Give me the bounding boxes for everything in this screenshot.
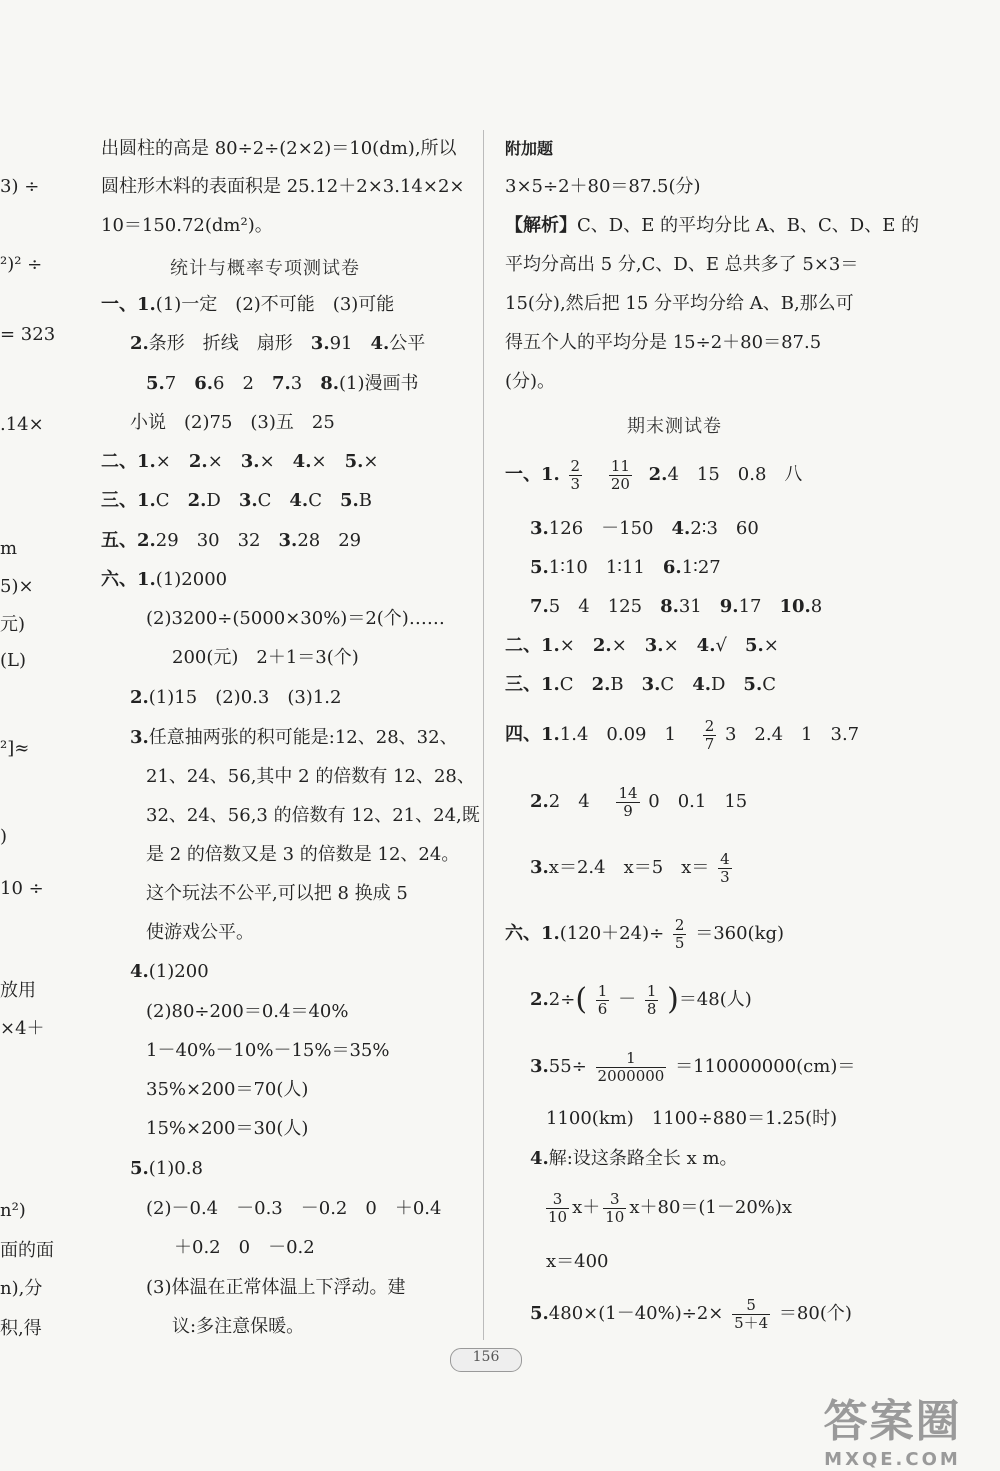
fraction: $\frac{4}{3}$ xyxy=(720,849,730,886)
fraction: $\frac{14}{9}$ xyxy=(618,783,638,820)
q-text: 1∶10 1∶11 xyxy=(548,557,663,578)
q-text: (1)2000 xyxy=(155,569,228,590)
fragment: 放用 xyxy=(0,980,36,1001)
answer-line xyxy=(101,490,372,512)
q-num: 9. xyxy=(719,596,739,617)
q-num: 4. xyxy=(530,1148,549,1169)
q-num: 五、2. xyxy=(101,530,156,551)
q-text: B xyxy=(610,674,642,695)
q-text: × xyxy=(611,635,645,656)
q-text: C xyxy=(257,490,290,511)
q-text: － xyxy=(618,989,637,1010)
q-num: 4. xyxy=(696,635,716,656)
fragment: = 323 xyxy=(0,324,56,345)
q-num: 2. xyxy=(591,674,611,695)
equation-line xyxy=(546,1186,792,1230)
answer-line xyxy=(505,635,779,657)
q-num: 8. xyxy=(320,373,339,394)
fraction: $\frac{1}{8}$ xyxy=(646,981,657,1018)
fraction: $\frac{2}{7}$ xyxy=(704,716,715,753)
q-text: (1)漫画书 xyxy=(339,373,419,394)
q-num: 5. xyxy=(530,1303,549,1324)
answer-line xyxy=(530,518,759,540)
q-text: 2∶3 60 xyxy=(690,518,759,539)
q-text: 31 xyxy=(678,596,720,617)
q-num: 2. xyxy=(648,464,668,485)
watermark-logo xyxy=(790,1385,995,1470)
fragment: ²)² ÷ xyxy=(0,254,43,275)
fraction: $\frac{5}{5+4}$ xyxy=(734,1295,769,1332)
q-text: (1)一定 (2)不可能 (3)可能 xyxy=(155,294,395,315)
watermark-url: MXQE.COM xyxy=(824,1449,961,1470)
fragment: ×4＋ xyxy=(0,1018,45,1039)
answer-line xyxy=(530,1148,738,1170)
q-num: 六、1. xyxy=(101,569,156,590)
answer-line xyxy=(101,294,394,316)
q-num: 四、1. xyxy=(505,724,560,745)
answer-line xyxy=(101,569,227,591)
text-line: 议:多注意保暖。 xyxy=(172,1316,305,1337)
q-text: 4 15 0.8 八 xyxy=(667,464,803,485)
q-text: D xyxy=(206,490,239,511)
q-num: 2. xyxy=(187,490,207,511)
q-num: 3. xyxy=(530,857,549,878)
q-text: 3 xyxy=(290,373,321,394)
q-text: 条形 折线 扇形 xyxy=(148,333,311,354)
text-line: x＝400 xyxy=(546,1251,609,1272)
q-num: 3. xyxy=(530,1056,549,1077)
text-line: 1100(km) 1100÷880＝1.25(时) xyxy=(546,1108,838,1129)
q-text: 公平 xyxy=(389,333,426,354)
q-text: 5 4 125 xyxy=(548,596,661,617)
fraction: $\frac{2}{5}$ xyxy=(674,915,685,952)
q-num: 3. xyxy=(278,530,298,551)
q-num: 4. xyxy=(289,490,309,511)
q-text: × xyxy=(311,451,345,472)
answer-line xyxy=(505,912,784,956)
supplement-heading: 附加题 xyxy=(505,139,554,158)
q-num: 六、1. xyxy=(505,923,560,944)
answer-line xyxy=(130,1158,203,1180)
fragment: 5)× xyxy=(0,576,34,597)
text-line: 35%×200＝70(人) xyxy=(146,1079,309,1100)
fraction: $\frac{3}{10}$ xyxy=(605,1189,625,1226)
q-num: 5. xyxy=(743,674,763,695)
column-divider xyxy=(483,130,484,1340)
q-num: 6. xyxy=(194,373,214,394)
answer-line xyxy=(130,727,458,749)
q-num: 5. xyxy=(744,635,764,656)
q-text: (1)15 (2)0.3 (3)1.2 xyxy=(148,687,342,708)
fragment: (L) xyxy=(0,650,26,671)
text-line: 21、24、56,其中 2 的倍数有 12、28、 xyxy=(146,766,475,787)
answer-line xyxy=(530,557,721,579)
q-num: 6. xyxy=(662,557,682,578)
q-text: × xyxy=(363,451,379,472)
q-num: 10. xyxy=(779,596,811,617)
fraction: $\frac{1}{2000000}$ xyxy=(597,1048,665,1085)
fragment: 3) ÷ xyxy=(0,176,40,197)
fragment: n),分 xyxy=(0,1278,43,1299)
q-text: ＝110000000(cm)＝ xyxy=(675,1056,856,1077)
q-text: 29 30 32 xyxy=(155,530,279,551)
text-line: 10＝150.72(dm²)。 xyxy=(101,215,273,236)
q-text: (120＋24)÷ xyxy=(559,923,665,944)
q-text: 解:设这条路全长 x m。 xyxy=(548,1148,738,1169)
q-text: × xyxy=(663,635,697,656)
text-line: 使游戏公平。 xyxy=(146,922,254,943)
answer-line xyxy=(530,978,752,1022)
fragment: m xyxy=(0,538,18,559)
text-line: (分)。 xyxy=(505,371,556,392)
fraction: $\frac{1}{6}$ xyxy=(597,981,608,1018)
q-num: 5. xyxy=(530,557,549,578)
q-text: × xyxy=(559,635,593,656)
q-num: 2. xyxy=(130,687,149,708)
answer-line: (2)3200÷(5000×30%)＝2(个)…… xyxy=(146,608,445,629)
text-line: 出圆柱的高是 80÷2÷(2×2)＝10(dm),所以 xyxy=(101,138,457,159)
q-text: C xyxy=(762,674,776,695)
q-num: 3. xyxy=(130,727,149,748)
q-num: 一、1. xyxy=(505,464,560,485)
q-num: 7. xyxy=(271,373,291,394)
text-line: 平均分高出 5 分,C、D、E 总共多了 5×3＝ xyxy=(505,254,859,275)
q-num: 3. xyxy=(240,451,260,472)
fragment: .14× xyxy=(0,414,44,435)
q-num: 二、1. xyxy=(505,635,560,656)
q-num: 4. xyxy=(292,451,312,472)
q-text: × xyxy=(763,635,779,656)
q-text: ＝360(kg) xyxy=(695,923,785,944)
q-text: ＝80(个) xyxy=(778,1303,852,1324)
q-num: 2. xyxy=(530,989,549,1010)
q-num: 3. xyxy=(644,635,664,656)
answer-line xyxy=(101,530,361,552)
q-num: 3. xyxy=(641,674,661,695)
q-text: 2÷ xyxy=(548,989,576,1010)
q-num: 3. xyxy=(530,518,549,539)
text-line: 是 2 的倍数又是 3 的倍数是 12、24。 xyxy=(146,844,460,865)
q-text: 3 2.4 1 3.7 xyxy=(724,724,860,745)
text-line: 32、24、56,3 的倍数有 12、21、24,既 xyxy=(146,805,480,826)
q-num: 2. xyxy=(592,635,612,656)
q-text: C xyxy=(155,490,188,511)
answer-line xyxy=(530,846,735,890)
answer-line xyxy=(130,333,425,355)
q-text: (1)0.8 xyxy=(148,1158,203,1179)
answer-line xyxy=(530,1045,855,1089)
section-title-statistics: 统计与概率专项测试卷 xyxy=(170,258,360,279)
fragment: ²]≈ xyxy=(0,738,30,759)
fraction: $\frac{2}{3}$ xyxy=(570,456,581,493)
q-text: × xyxy=(207,451,241,472)
q-text: 7 xyxy=(164,373,195,394)
q-num: 二、1. xyxy=(101,451,156,472)
answer-line xyxy=(146,373,419,395)
q-text: 1.4 0.09 1 xyxy=(559,724,694,745)
text-line: 3×5÷2＋80＝87.5(分) xyxy=(505,176,701,197)
q-num: 5. xyxy=(339,490,359,511)
section-title-final-exam: 期末测试卷 xyxy=(627,416,722,437)
q-text: C xyxy=(308,490,340,511)
text-line: 15%×200＝30(人) xyxy=(146,1118,309,1139)
q-text: 55÷ xyxy=(548,1056,587,1077)
answer-line: 200(元) 2＋1＝3(个) xyxy=(172,647,359,668)
fragment: 积,得 xyxy=(0,1318,42,1339)
q-num: 三、1. xyxy=(101,490,156,511)
left-paren: ( xyxy=(575,982,588,1017)
q-num: 5. xyxy=(344,451,364,472)
q-text: 28 29 xyxy=(297,530,362,551)
q-num: 2. xyxy=(530,791,549,812)
q-num: 8. xyxy=(660,596,679,617)
text-line: (2)－0.4 －0.3 －0.2 0 ＋0.4 xyxy=(146,1198,442,1219)
q-text: × xyxy=(155,451,189,472)
q-text: x＋80＝(1－20%)x xyxy=(629,1197,793,1218)
q-num: 5. xyxy=(146,373,165,394)
answer-line xyxy=(505,674,776,696)
fragment: ) xyxy=(0,826,8,847)
q-text: C xyxy=(660,674,693,695)
text-line: (2)80÷200＝0.4＝40% xyxy=(146,1001,349,1022)
q-num: 三、1. xyxy=(505,674,560,695)
text-line: 15(分),然后把 15 分平均分给 A、B,那么可 xyxy=(505,293,854,314)
text-line: 圆柱形木料的表面积是 25.12＋2×3.14×2× xyxy=(101,176,465,197)
text-line: (3)体温在正常体温上下浮动。建 xyxy=(146,1277,406,1298)
q-text: B xyxy=(358,490,372,511)
q-text: 480×(1－40%)÷2× xyxy=(548,1303,724,1324)
q-num: 2. xyxy=(188,451,208,472)
text-line: 1－40%－10%－15%＝35% xyxy=(146,1040,390,1061)
q-text: ＝48(人) xyxy=(678,989,752,1010)
analysis-tag: 【解析】 xyxy=(505,215,577,236)
text-line: ＋0.2 0 －0.2 xyxy=(174,1237,315,1258)
q-text: 0 0.1 15 xyxy=(648,791,748,812)
answer-line: 小说 (2)75 (3)五 25 xyxy=(130,412,335,433)
fragment: n²) xyxy=(0,1200,26,1221)
q-text: 任意抽两张的积可能是:12、28、32、 xyxy=(148,727,458,748)
fraction: $\frac{3}{10}$ xyxy=(548,1189,568,1226)
q-num: 3. xyxy=(310,333,330,354)
q-text: 17 xyxy=(738,596,780,617)
q-text: 126 －150 xyxy=(548,518,672,539)
q-num: 4. xyxy=(370,333,390,354)
answer-line xyxy=(130,687,341,709)
fraction: $\frac{11}{20}$ xyxy=(610,456,630,493)
fragment: 元) xyxy=(0,614,26,635)
q-text: C xyxy=(559,674,592,695)
answer-line xyxy=(130,961,209,983)
answer-line xyxy=(505,455,802,495)
fragment: 10 ÷ xyxy=(0,878,44,899)
text-line xyxy=(505,215,919,237)
q-num: 3. xyxy=(238,490,258,511)
q-num: 4. xyxy=(671,518,691,539)
q-num: 一、1. xyxy=(101,294,156,315)
q-text: x＝2.4 x＝5 x＝ xyxy=(548,857,710,878)
q-num: 2. xyxy=(130,333,149,354)
q-text: C、D、E 的平均分比 A、B、C、D、E 的 xyxy=(577,215,920,236)
q-text: D xyxy=(710,674,744,695)
q-text: 8 xyxy=(810,596,823,617)
q-text: 6 2 xyxy=(213,373,272,394)
answer-line xyxy=(505,713,859,757)
q-text: (1)200 xyxy=(148,961,209,982)
q-num: 7. xyxy=(530,596,549,617)
q-text: × xyxy=(259,451,293,472)
fragment: 面的面 xyxy=(0,1240,54,1261)
text-line: 得五个人的平均分是 15÷2＋80＝87.5 xyxy=(505,332,822,353)
q-text: x＋ xyxy=(572,1197,601,1218)
q-text: 1∶27 xyxy=(681,557,721,578)
q-text: 91 xyxy=(329,333,371,354)
text-line: 这个玩法不公平,可以把 8 换成 5 xyxy=(146,883,408,904)
answer-line xyxy=(101,451,378,473)
q-text: 2 4 xyxy=(548,791,608,812)
page-number: 156 xyxy=(450,1348,522,1372)
answer-line xyxy=(530,780,747,824)
right-paren: ) xyxy=(667,982,679,1017)
answer-line xyxy=(530,1292,852,1336)
q-num: 5. xyxy=(130,1158,149,1179)
q-num: 4. xyxy=(692,674,711,695)
q-num: 4. xyxy=(130,961,149,982)
watermark-text: 答案圈 xyxy=(823,1396,962,1447)
answer-line xyxy=(530,596,822,618)
q-text: √ xyxy=(715,635,745,656)
